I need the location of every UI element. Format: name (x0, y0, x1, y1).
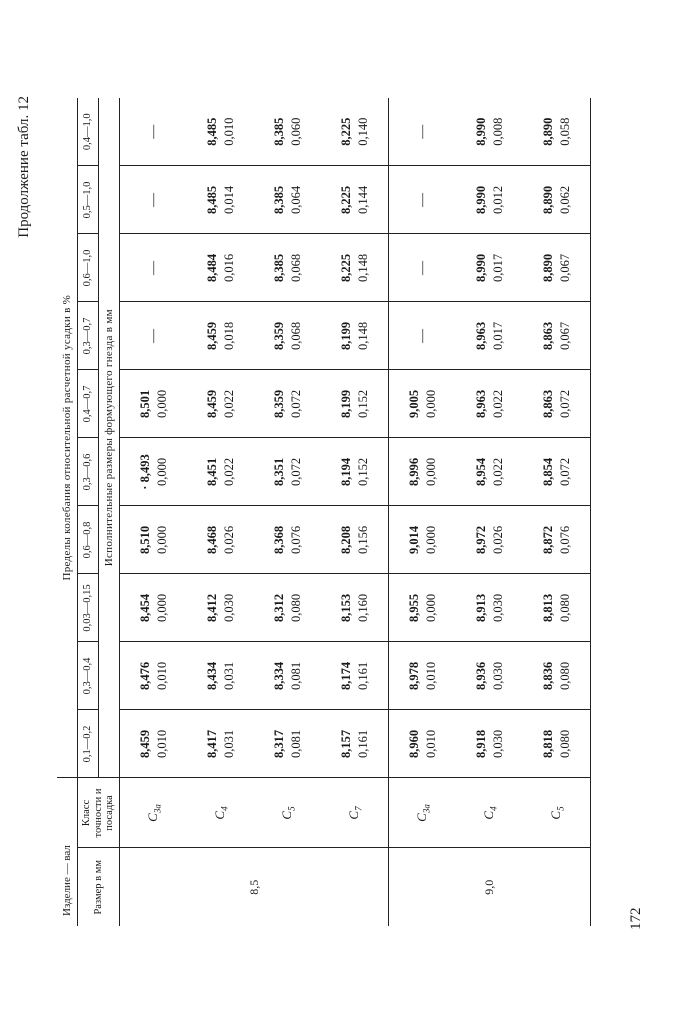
nominal-value: 8,484 (204, 253, 219, 283)
class-subscript: 3а (152, 804, 163, 814)
tolerance-value: 0,160 (355, 593, 370, 623)
nominal-value: — (414, 328, 430, 343)
value-cell (523, 506, 591, 574)
value-cell (523, 302, 591, 370)
value-cell (523, 574, 591, 642)
value-cell (389, 506, 457, 574)
table-body (120, 98, 591, 926)
tolerance-value: 0,161 (355, 661, 370, 691)
value-cell (456, 98, 523, 166)
nominal-value: — (145, 124, 161, 139)
range-header: 0,3—0,7 (78, 302, 99, 370)
nominal-value: 8,459 (204, 389, 219, 419)
tolerance-value: 0,030 (490, 729, 505, 759)
nominal-value: 8,385 (271, 117, 286, 146)
value-cell (523, 710, 591, 778)
nominal-value: 8,385 (271, 253, 286, 283)
value-cell (321, 642, 389, 710)
tolerance-value: 0,064 (288, 185, 303, 215)
tolerance-value: 0,031 (221, 729, 236, 759)
nominal-value: — (145, 260, 161, 275)
table-row (523, 98, 591, 926)
tolerance-value: 0,000 (423, 389, 438, 419)
class-letter: С (547, 810, 563, 820)
tolerance-value: 0,072 (288, 457, 303, 487)
value-cell (254, 506, 321, 574)
nominal-value: 8,996 (406, 457, 421, 487)
tolerance-value: 0,140 (355, 117, 370, 146)
nominal-value: 8,417 (204, 729, 219, 759)
class-letter: С (144, 813, 160, 822)
tolerance-value: 0,072 (557, 457, 572, 487)
value-cell (254, 710, 321, 778)
value-cell (254, 166, 321, 234)
value-cell (120, 506, 188, 574)
value-cell (254, 234, 321, 302)
tolerance-value: 0,017 (490, 321, 505, 351)
class-subscript: 5 (555, 806, 566, 811)
tolerance-value: 0,068 (288, 321, 303, 351)
nominal-value: 8,157 (338, 729, 353, 759)
tolerance-value: 0,148 (355, 321, 370, 351)
tolerance-value: 0,000 (154, 593, 169, 623)
tolerance-value: 0,080 (557, 593, 572, 623)
range-header: 0,5—1,0 (78, 166, 99, 234)
tolerance-value: 0,010 (154, 729, 169, 759)
nominal-value: 8,434 (204, 661, 219, 691)
class-subscript: 3а (421, 804, 432, 814)
nominal-value: — (414, 124, 430, 139)
value-cell (187, 370, 254, 438)
tolerance-value: 0,022 (490, 389, 505, 419)
nominal-value: 8,955 (406, 593, 421, 623)
nominal-value: 8,208 (338, 525, 353, 555)
nominal-value: 8,225 (338, 117, 353, 146)
nominal-value: 9,014 (406, 525, 421, 555)
tolerance-value: 0,060 (288, 117, 303, 146)
nominal-value: 8,918 (473, 729, 488, 759)
range-header: 0,6—1,0 (78, 234, 99, 302)
value-cell (321, 506, 389, 574)
header-exec-sizes: Исполнительные размеры формующего гнезда в мм (99, 98, 120, 778)
header-class: Класс точности и посадка (78, 778, 120, 848)
value-cell (254, 574, 321, 642)
tolerance-value: 0,072 (557, 389, 572, 419)
table-row (321, 98, 389, 926)
nominal-value: 8,199 (338, 321, 353, 351)
table-row (254, 98, 321, 926)
tolerance-value: 0,014 (221, 185, 236, 215)
value-cell (389, 710, 457, 778)
value-cell (254, 302, 321, 370)
nominal-value: 8,818 (540, 729, 555, 759)
tolerance-value: 0,067 (557, 253, 572, 283)
tolerance-value: 0,058 (557, 117, 572, 146)
value-cell (120, 166, 188, 234)
class-letter: С (480, 810, 496, 820)
value-cell (254, 98, 321, 166)
nominal-value: 8,454 (137, 593, 152, 623)
value-cell (187, 574, 254, 642)
nominal-value: 8,990 (473, 253, 488, 283)
class-cell (523, 778, 591, 848)
nominal-value: 8,978 (406, 661, 421, 691)
nominal-value: 8,385 (271, 185, 286, 215)
class-cell (321, 778, 389, 848)
tolerance-value: 0,152 (355, 389, 370, 419)
class-subscript: 4 (488, 806, 499, 811)
range-header: 0,03—0,15 (78, 574, 99, 642)
class-subscript: 7 (353, 806, 364, 811)
class-cell (120, 778, 188, 848)
nominal-value: 8,863 (540, 389, 555, 419)
value-cell (456, 370, 523, 438)
shrinkage-table (57, 98, 591, 926)
nominal-value: 8,863 (540, 321, 555, 351)
value-cell (120, 642, 188, 710)
tolerance-value: 0,000 (423, 593, 438, 623)
tolerance-value: 0,008 (490, 117, 505, 146)
tolerance-value: 0,080 (288, 593, 303, 623)
range-header: 0,4—1,0 (78, 98, 99, 166)
tolerance-value: 0,000 (423, 525, 438, 555)
nominal-value: 8,972 (473, 525, 488, 555)
tolerance-value: 0,030 (221, 593, 236, 623)
value-cell (523, 98, 591, 166)
nominal-value: 8,312 (271, 593, 286, 623)
nominal-value: 8,963 (473, 321, 488, 351)
value-cell (523, 166, 591, 234)
value-cell (321, 438, 389, 506)
tolerance-value: 0,080 (557, 661, 572, 691)
value-cell (456, 710, 523, 778)
tolerance-value: 0,076 (557, 525, 572, 555)
value-cell (523, 438, 591, 506)
tolerance-value: 0,026 (221, 525, 236, 555)
value-cell (389, 642, 457, 710)
value-cell (389, 574, 457, 642)
nominal-value: 8,199 (338, 389, 353, 419)
tolerance-value: 0,000 (154, 525, 169, 555)
nominal-value: 8,476 (137, 661, 152, 691)
value-cell (187, 438, 254, 506)
tolerance-value: 0,012 (490, 185, 505, 215)
class-subscript: 5 (286, 806, 297, 811)
nominal-value: · 8,493 (137, 454, 152, 490)
tolerance-value: 0,000 (154, 389, 169, 419)
nominal-value: 8,153 (338, 593, 353, 623)
value-cell (456, 166, 523, 234)
class-cell (456, 778, 523, 848)
nominal-value: 8,913 (473, 593, 488, 623)
tolerance-value: 0,081 (288, 661, 303, 691)
value-cell (321, 98, 389, 166)
value-cell (523, 234, 591, 302)
tolerance-value: 0,081 (288, 729, 303, 759)
tolerance-value: 0,161 (355, 729, 370, 759)
tolerance-value: 0,026 (490, 525, 505, 555)
tolerance-value: 0,152 (355, 457, 370, 487)
class-subscript: 4 (219, 806, 230, 811)
nominal-value: 8,890 (540, 185, 555, 215)
nominal-value: 8,890 (540, 117, 555, 146)
nominal-value: 9,005 (406, 389, 421, 419)
tolerance-value: 0,016 (221, 253, 236, 283)
tolerance-value: 0,148 (355, 253, 370, 283)
nominal-value: 8,936 (473, 661, 488, 691)
value-cell (456, 438, 523, 506)
value-cell (389, 438, 457, 506)
nominal-value: 8,510 (137, 525, 152, 555)
class-cell (254, 778, 321, 848)
value-cell (456, 234, 523, 302)
value-cell (389, 234, 457, 302)
nominal-value: 8,359 (271, 389, 286, 419)
tolerance-value: 0,030 (490, 661, 505, 691)
value-cell (321, 234, 389, 302)
value-cell (456, 506, 523, 574)
nominal-value: 8,359 (271, 321, 286, 351)
value-cell (523, 370, 591, 438)
value-cell (456, 302, 523, 370)
nominal-value: 8,368 (271, 525, 286, 555)
nominal-value: — (414, 192, 430, 207)
value-cell (456, 642, 523, 710)
value-cell (389, 370, 457, 438)
range-header: 0,6—0,8 (78, 506, 99, 574)
tolerance-value: 0,031 (221, 661, 236, 691)
value-cell (187, 302, 254, 370)
nominal-value: 8,836 (540, 661, 555, 691)
value-cell (321, 710, 389, 778)
tolerance-value: 0,000 (154, 457, 169, 487)
tolerance-value: 0,017 (490, 253, 505, 283)
nominal-value: 8,954 (473, 457, 488, 487)
tolerance-value: 0,072 (288, 389, 303, 419)
range-header: 0,3—0,6 (78, 438, 99, 506)
value-cell (321, 166, 389, 234)
nominal-value: 8,854 (540, 457, 555, 487)
value-cell (187, 506, 254, 574)
tolerance-value: 0,030 (490, 593, 505, 623)
table-caption: Продолжение табл. 12 (16, 96, 32, 238)
value-cell (254, 370, 321, 438)
nominal-value: 8,485 (204, 185, 219, 215)
nominal-value: 8,468 (204, 525, 219, 555)
nominal-value: 8,451 (204, 457, 219, 487)
nominal-value: 8,990 (473, 117, 488, 146)
nominal-value: 8,872 (540, 525, 555, 555)
value-cell (321, 302, 389, 370)
tolerance-value: 0,076 (288, 525, 303, 555)
nominal-value: — (145, 192, 161, 207)
value-cell (456, 574, 523, 642)
size-cell: 9,0 (389, 848, 591, 926)
nominal-value: 8,459 (204, 321, 219, 351)
class-cell (187, 778, 254, 848)
nominal-value: 8,317 (271, 729, 286, 759)
nominal-value: 8,990 (473, 185, 488, 215)
class-cell (389, 778, 457, 848)
nominal-value: — (145, 328, 161, 343)
tolerance-value: 0,022 (221, 457, 236, 487)
value-cell (321, 574, 389, 642)
tolerance-value: 0,010 (423, 661, 438, 691)
header-product: Изделие — вал (57, 778, 78, 926)
value-cell (120, 234, 188, 302)
table-row (187, 98, 254, 926)
value-cell (389, 98, 457, 166)
tolerance-value: 0,000 (423, 457, 438, 487)
tolerance-value: 0,062 (557, 185, 572, 215)
tolerance-value: 0,156 (355, 525, 370, 555)
nominal-value: 8,501 (137, 389, 152, 419)
value-cell (120, 370, 188, 438)
header-size: Размер в мм (78, 848, 120, 926)
range-header: 0,4—0,7 (78, 370, 99, 438)
tolerance-value: 0,010 (154, 661, 169, 691)
tolerance-value: 0,018 (221, 321, 236, 351)
nominal-value: 8,334 (271, 661, 286, 691)
nominal-value: 8,960 (406, 729, 421, 759)
nominal-value: 8,890 (540, 253, 555, 283)
tolerance-value: 0,010 (423, 729, 438, 759)
nominal-value: 8,351 (271, 457, 286, 487)
range-header: 0,3—0,4 (78, 642, 99, 710)
nominal-value: 8,194 (338, 457, 353, 487)
page-number: 172 (628, 907, 644, 930)
tolerance-value: 0,080 (557, 729, 572, 759)
value-cell (187, 166, 254, 234)
value-cell (389, 166, 457, 234)
class-letter: С (345, 810, 361, 820)
class-letter: С (278, 810, 294, 820)
value-cell (120, 710, 188, 778)
nominal-value: 8,412 (204, 593, 219, 623)
tolerance-value: 0,067 (557, 321, 572, 351)
nominal-value: 8,459 (137, 729, 152, 759)
size-cell: 8,5 (120, 848, 389, 926)
table-row (456, 98, 523, 926)
tolerance-value: 0,144 (355, 185, 370, 215)
tolerance-value: 0,010 (221, 117, 236, 146)
tolerance-value: 0,022 (221, 389, 236, 419)
value-cell (389, 302, 457, 370)
class-letter: С (413, 813, 429, 822)
nominal-value: 8,174 (338, 661, 353, 691)
class-letter: С (211, 810, 227, 820)
table-row (389, 98, 457, 926)
value-cell (523, 642, 591, 710)
nominal-value: 8,485 (204, 117, 219, 146)
value-cell (254, 438, 321, 506)
value-cell (187, 642, 254, 710)
value-cell (254, 642, 321, 710)
range-header: 0,1—0,2 (78, 710, 99, 778)
value-cell (187, 98, 254, 166)
nominal-value: — (414, 260, 430, 275)
nominal-value: 8,963 (473, 389, 488, 419)
value-cell (120, 302, 188, 370)
tolerance-value: 0,022 (490, 457, 505, 487)
nominal-value: 8,225 (338, 253, 353, 283)
value-cell (120, 574, 188, 642)
value-cell (120, 98, 188, 166)
nominal-value: 8,225 (338, 185, 353, 215)
value-cell (187, 710, 254, 778)
value-cell (187, 234, 254, 302)
value-cell (321, 370, 389, 438)
table-row (120, 98, 188, 926)
value-cell (120, 438, 188, 506)
nominal-value: 8,813 (540, 593, 555, 623)
tolerance-value: 0,068 (288, 253, 303, 283)
header-limits: Пределы колебания относительной расчетной усадки в % (57, 98, 78, 778)
